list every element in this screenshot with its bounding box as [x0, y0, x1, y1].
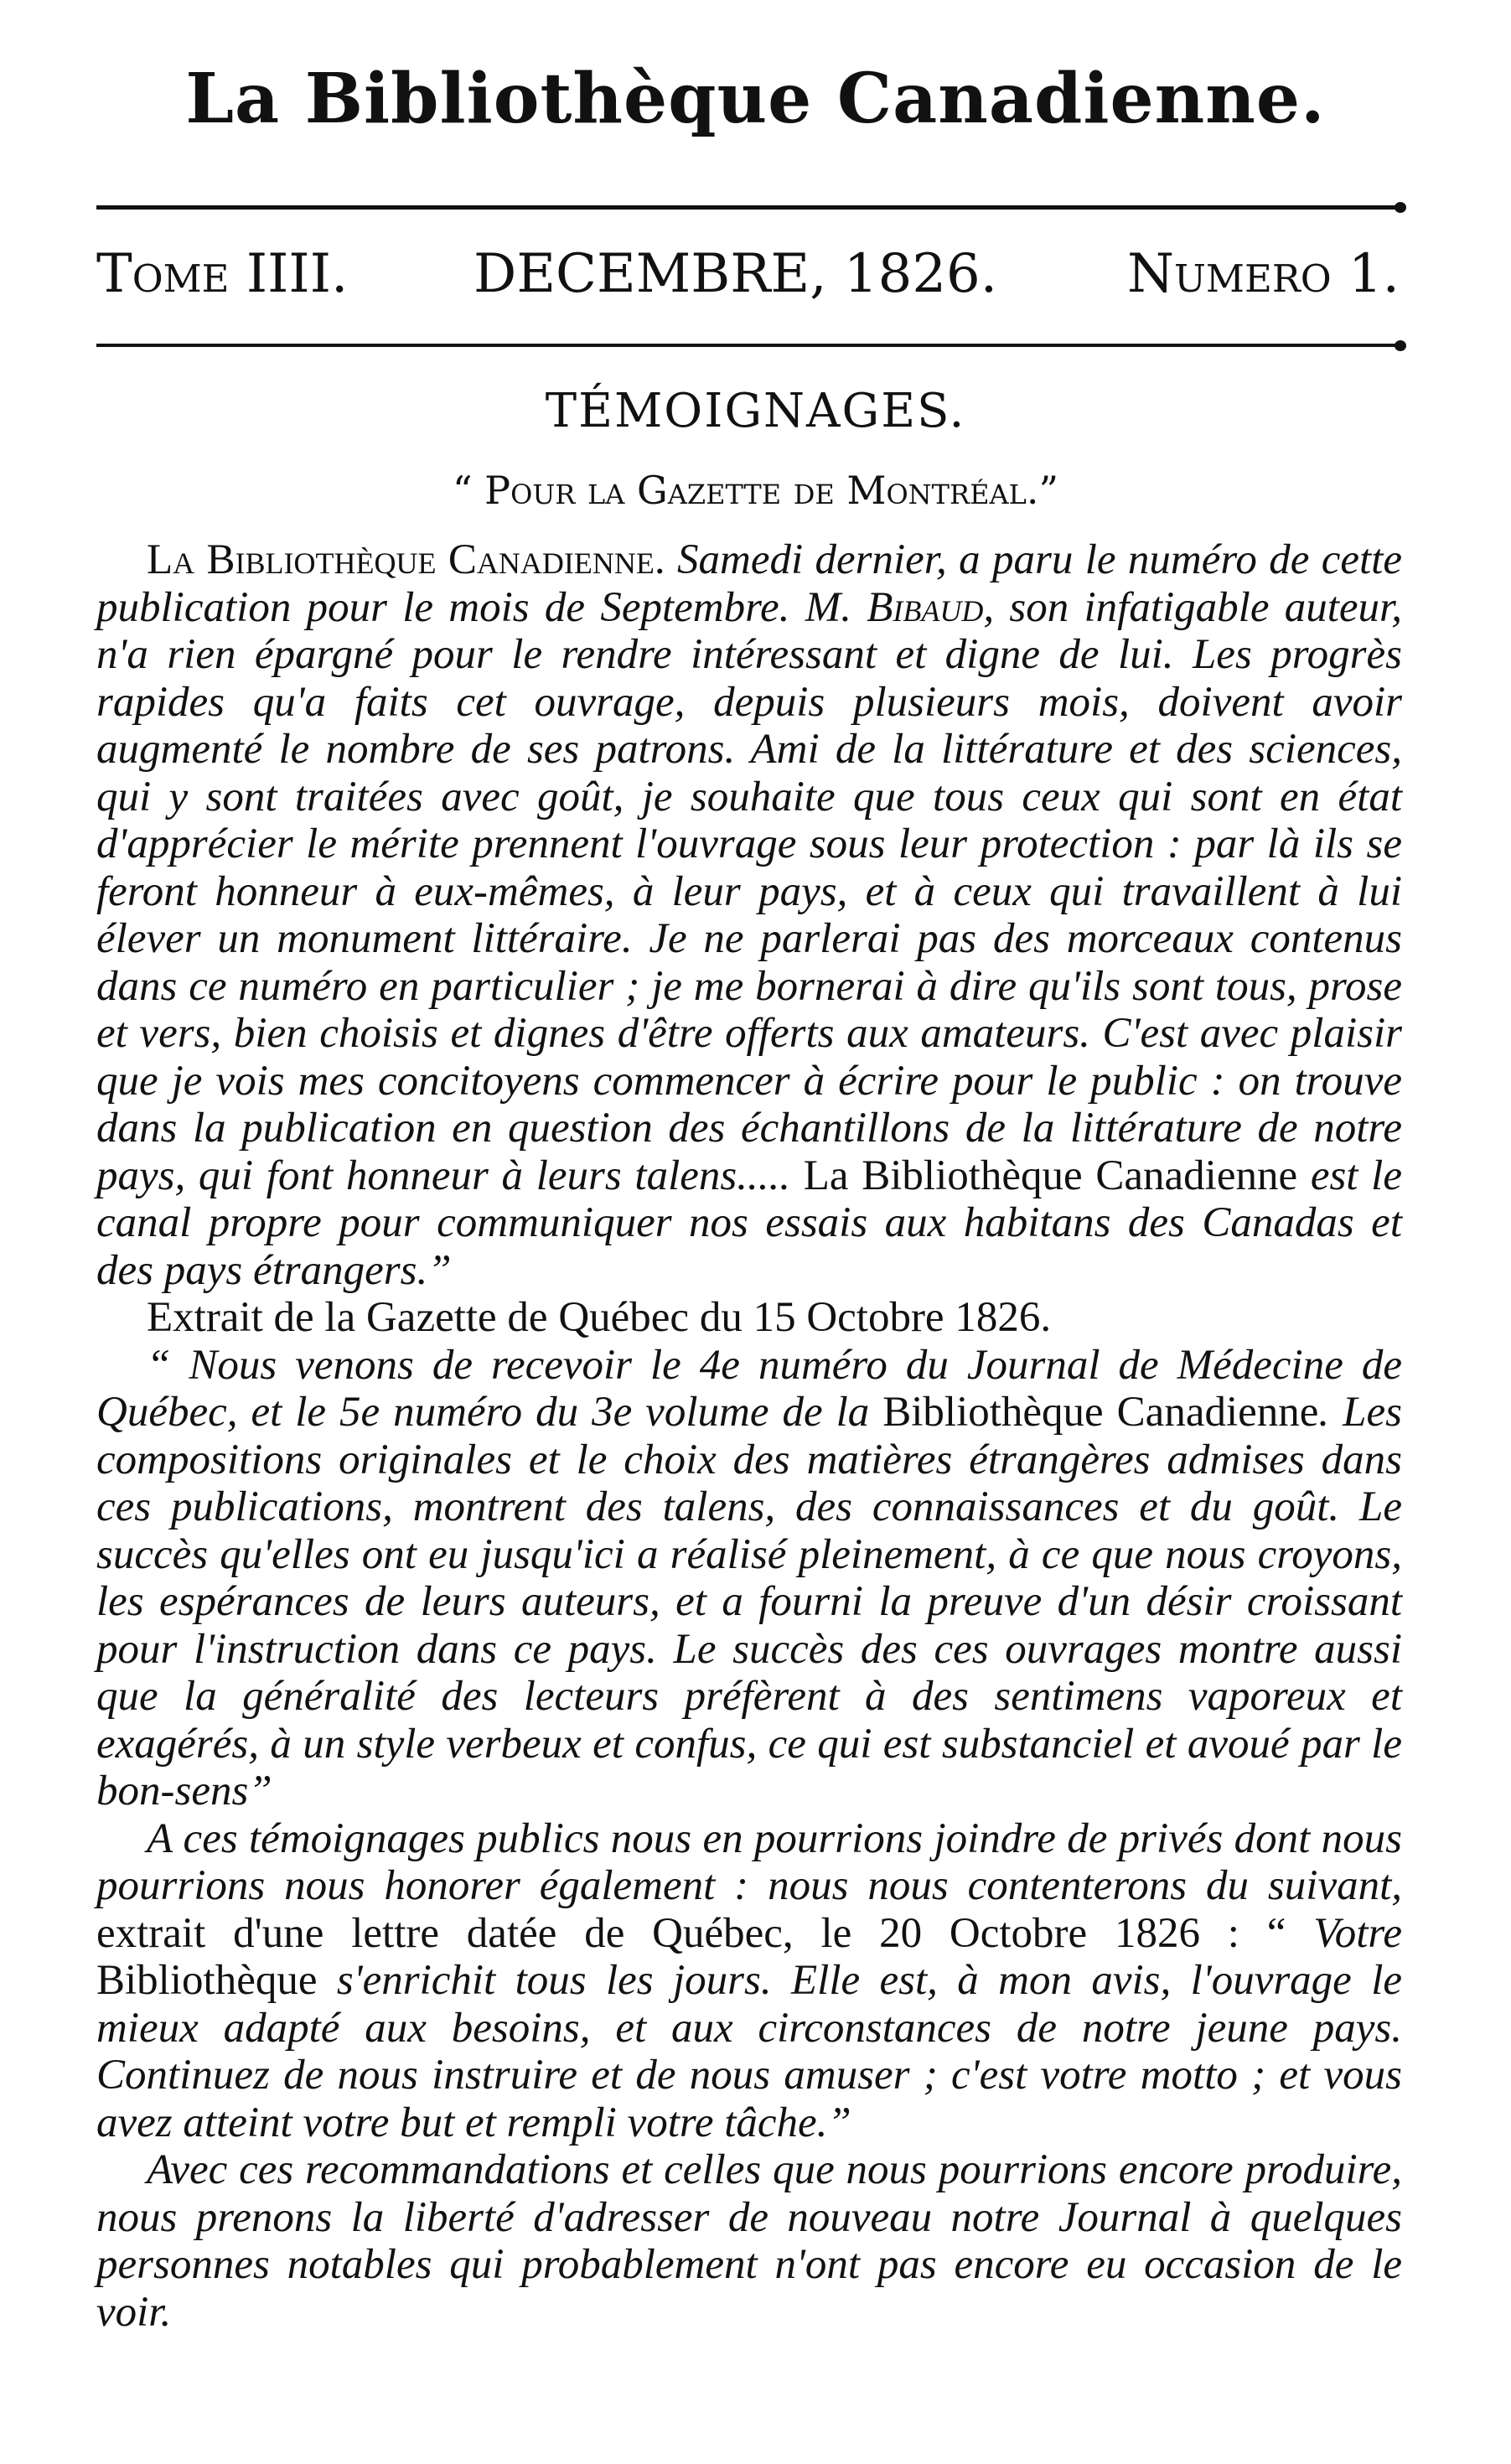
paragraph-text: Samedi dernier, a paru le numéro de cette publication pour le mois de Septembre. M.: [96, 536, 1402, 631]
lead-text: La Bibliothèque Canadienne.: [147, 536, 677, 583]
issue-date: DECEMBRE, 1826.: [473, 243, 998, 305]
paragraph-text: est le canal propre pour communiquer nos essais aux habitans des Canadas et des pays étrangers.”: [96, 1152, 1402, 1294]
masthead-title: La Bibliothèque Canadienne.: [185, 59, 1326, 139]
tome-label: Tome IIII.: [96, 243, 349, 305]
paragraph-text: Bibliothèque: [96, 1957, 337, 2004]
paragraph-text: s'enrichit tous les jours. Elle est, à mon avis, l'ouvrage le mieux adapté aux besoins, et aux circonstances de notre jeune pays. Continuez de nous instruire et de nous amuser ; c'est votre motto ; et vous avez atteint votre but et rempli votre tâche.”: [96, 1957, 1402, 2146]
paragraph-text: Avec ces recommandations et celles que nous pourrions encore produire, nous prenons la liberté d'adresser de nouveau notre Journal à quelques personnes notables qui probablement n'ont pas encore eu occasion de le voir.: [96, 2146, 1402, 2336]
paragraph-text: extrait d'une lettre datée de Québec, le 20 Octobre 1826 : “: [96, 1909, 1314, 1957]
issue-number: Numero 1.: [1126, 243, 1400, 305]
paragraph-gazette-quebec: [96, 1342, 1402, 1815]
paragraph-text: . Les compositions originales et le choix des matières étrangères admises dans ces publications, montrent des talens, des connaissances et du goût. Le succès qu'elles ont eu jusqu'ici a réalisé pleinement, à ce que nous croyons, les espérances de leurs auteurs, et a fourni la preuve d'un désir croissant pour l'instruction dans ce pays. Le succès des ces ouvrages montre aussi que la généralité des lecteurs préfèrent à des sentimens vaporeux et exagérés, à un style verbeux et confus, ce qui est substanciel et avoué par le bon-sens”: [96, 1389, 1402, 1814]
author-name: Bibaud: [867, 583, 984, 631]
paragraph-closing: [96, 2146, 1402, 2336]
top-rule: [96, 205, 1400, 210]
paragraph-text: “ Nous venons de recevoir le 4e numéro du Journal de Médecine de Québec, et le 5e numéro du 3e volume de la: [96, 1341, 1402, 1436]
paragraph-text: , son infatigable auteur, n'a rien épargné pour le rendre intéressant et digne de lui. Les progrès rapides qu'a faits cet ouvrage, depuis plusieurs mois, doivent avoir augmenté le nombre de ses patrons. Ami de la littérature et des sciences, qui y sont traitées avec goût, je souhaite que tous ceux qui sont en état d'apprécier le mérite prennent l'ouvrage sous leur protection : par là ils se feront honneur à eux-mêmes, à leur pays, et à ceux qui travaillent à lui élever un monument littéraire. Je ne parlerai pas des morceaux contenus dans ce numéro en particulier ; je me bornerai à dire qu'ils sont tous, prose et vers, bien choisis et dignes d'être offerts aux amateurs. C'est avec plaisir que je vois mes concitoyens commencer à écrire pour le public : on trouve dans la publication en question des échantillons de la littérature de notre pays, qui font honneur à leurs talens.....: [96, 583, 1402, 1199]
paragraph-gazette-montreal: [96, 536, 1402, 1294]
extract-heading: Extrait de la Gazette de Québec du 15 Octobre 1826.: [147, 1294, 1052, 1341]
article-title: TÉMOIGNAGES.: [545, 384, 966, 438]
issue-line: [96, 243, 1400, 318]
article-subtitle: “ Pour la Gazette de Montréal.”: [453, 468, 1058, 513]
paragraph-text: La Bibliothèque Canadienne: [790, 1152, 1311, 1199]
bottom-rule: [96, 344, 1400, 347]
paragraph-text: Votre: [1313, 1909, 1402, 1957]
paragraph-private-testimony: [96, 1815, 1402, 2147]
paragraph-text: Bibliothèque Canadienne: [882, 1389, 1319, 1436]
paragraph-text: A ces témoignages publics nous en pourrions joindre de privés dont nous pourrions nous honorer également : nous nous contenterons du suivant,: [96, 1814, 1402, 1909]
article-body: [96, 536, 1402, 2336]
